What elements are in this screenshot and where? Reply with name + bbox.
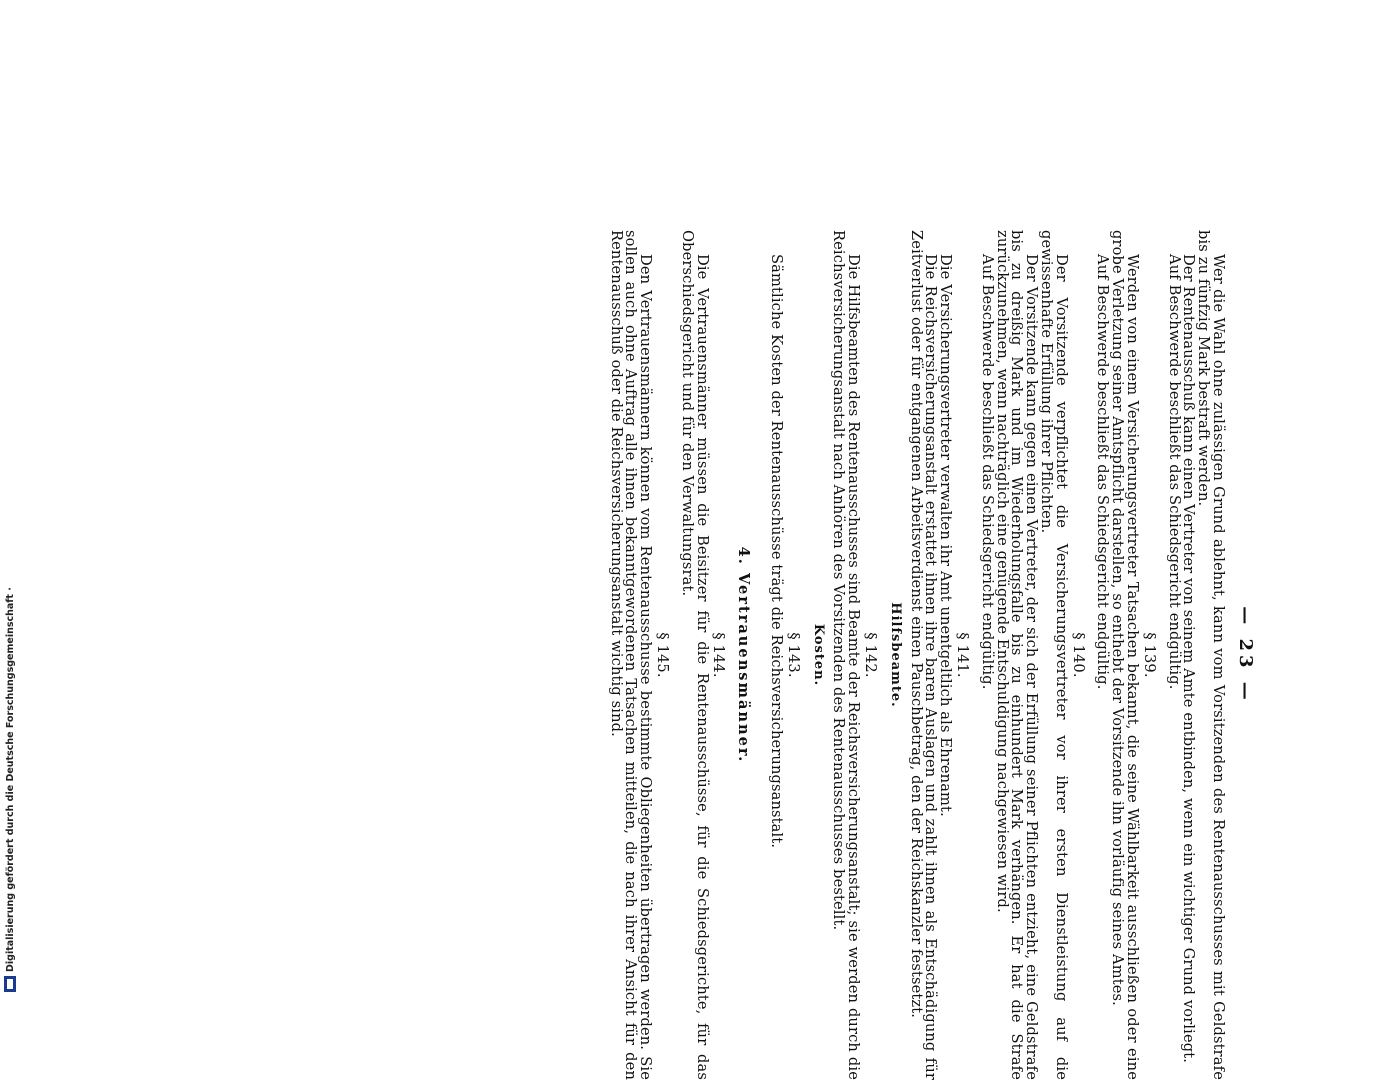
paragraph: Der Vorsitzende kann gegen einen Vertreter, der sich der Erfüllung seiner Pflichten entzieht, eine Geldstrafe bis zu dreißig Mark und im Wiederholungsfalle bis zu einhundert Mark verhängen. Er hat die Strafe zurückzunehmen, wenn nachträglich eine genügende Entschuldigung nachgewiesen wird. — [993, 230, 1041, 1080]
subheading-hilfsbeamte: Hilfsbeamte. — [887, 602, 903, 708]
paragraph: Sämtliche Kosten der Rentenausschüsse trägt die Reichsversicherungsanstalt. — [768, 254, 786, 849]
page-number: — 23 — — [1235, 606, 1256, 704]
section-heading-144: § 144. — [710, 632, 728, 678]
paragraph: Den Vertrauensmännern können vom Rentenausschusse bestimmte Obliegenheiten übertragen werden. Sie sollen auch ohne Auftrag alle ihnen bekanntgewordenen Tatsachen mitteilen, die nach ihrer Ansicht für den Rentenausschuß oder die Reichsversicherungsanstalt wichtig sind. — [607, 230, 655, 1080]
section-heading-140: § 140. — [1069, 632, 1087, 678]
digitization-credit — [0, 0, 20, 1000]
dfg-logo-icon — [4, 976, 16, 992]
paragraph: Wer die Wahl ohne zulässigen Grund ablehnt, kann vom Vorsitzenden des Rentenausschusses mit Geldstrafe bis zu fünfzig Mark bestraft werden. — [1195, 230, 1227, 1080]
paragraph: Der Vorsitzende verpflichtet die Versicherungsvertreter vor ihrer ersten Dienstleistung auf die gewissenhafte Erfüllung ihrer Pflichten. — [1038, 230, 1070, 1080]
credit-text: Digitalisierung gefördert durch die Deutsche Forschungsgemeinschaft · — [4, 587, 16, 972]
paragraph: Die Hilfsbeamten des Rentenausschusses sind Beamte der Reichsversicherungsanstalt; sie werden durch die Reichsversicherungsanstalt nach Anhören des Vorsitzenden des Rentenausschusses bestellt. — [830, 230, 863, 1080]
paragraph: Werden von einem Versicherungsvertreter Tatsachen bekannt, die seine Wählbarkeit ausschließen oder eine grobe Verletzung seiner Amtspflicht darstellen, so enthebt der Vorsitzende ihn vorläufig seines Amtes. — [1109, 230, 1142, 1080]
section-heading-141: § 141. — [954, 632, 972, 678]
section-heading-139: § 139. — [1140, 632, 1158, 678]
paragraph: Auf Beschwerde beschließt das Schiedsgericht endgültig. — [1165, 254, 1183, 690]
paragraph: Die Versicherungsvertreter verwalten ihr Amt unentgeltlich als Ehrenamt. — [937, 254, 955, 817]
subheading-kosten: Kosten. — [810, 623, 826, 687]
document-page — [160, 230, 1265, 1080]
paragraph: Der Rentenausschuß kann einen Vertreter von seinem Amte entbinden, wenn ein wichtiger Grund vorliegt. — [1180, 254, 1198, 1064]
paragraph: Die Vertrauensmänner müssen die Beisitzer für die Rentenausschüsse, für die Schiedsgerichte, für das Oberschiedsgericht und für den Verwaltungsrat. — [678, 230, 711, 1080]
section-heading-142: § 142. — [862, 632, 880, 678]
paragraph: Die Reichsversicherungsanstalt erstattet ihnen ihre baren Auslagen und zahlt ihnen als Entschädigung für Zeitverlust oder für entgangenen Arbeitsverdienst einen Pauschbetrag, den der Reichskanzler festsetzt. — [907, 230, 940, 1080]
chapter-heading: 4. Vertrauensmänner. — [735, 546, 753, 764]
section-heading-143: § 143. — [784, 632, 802, 678]
paragraph: Auf Beschwerde beschließt das Schiedsgericht endgültig. — [1094, 254, 1112, 690]
section-heading-145: § 145. — [654, 632, 672, 678]
paragraph: Auf Beschwerde beschließt das Schiedsgericht endgültig. — [978, 254, 996, 690]
